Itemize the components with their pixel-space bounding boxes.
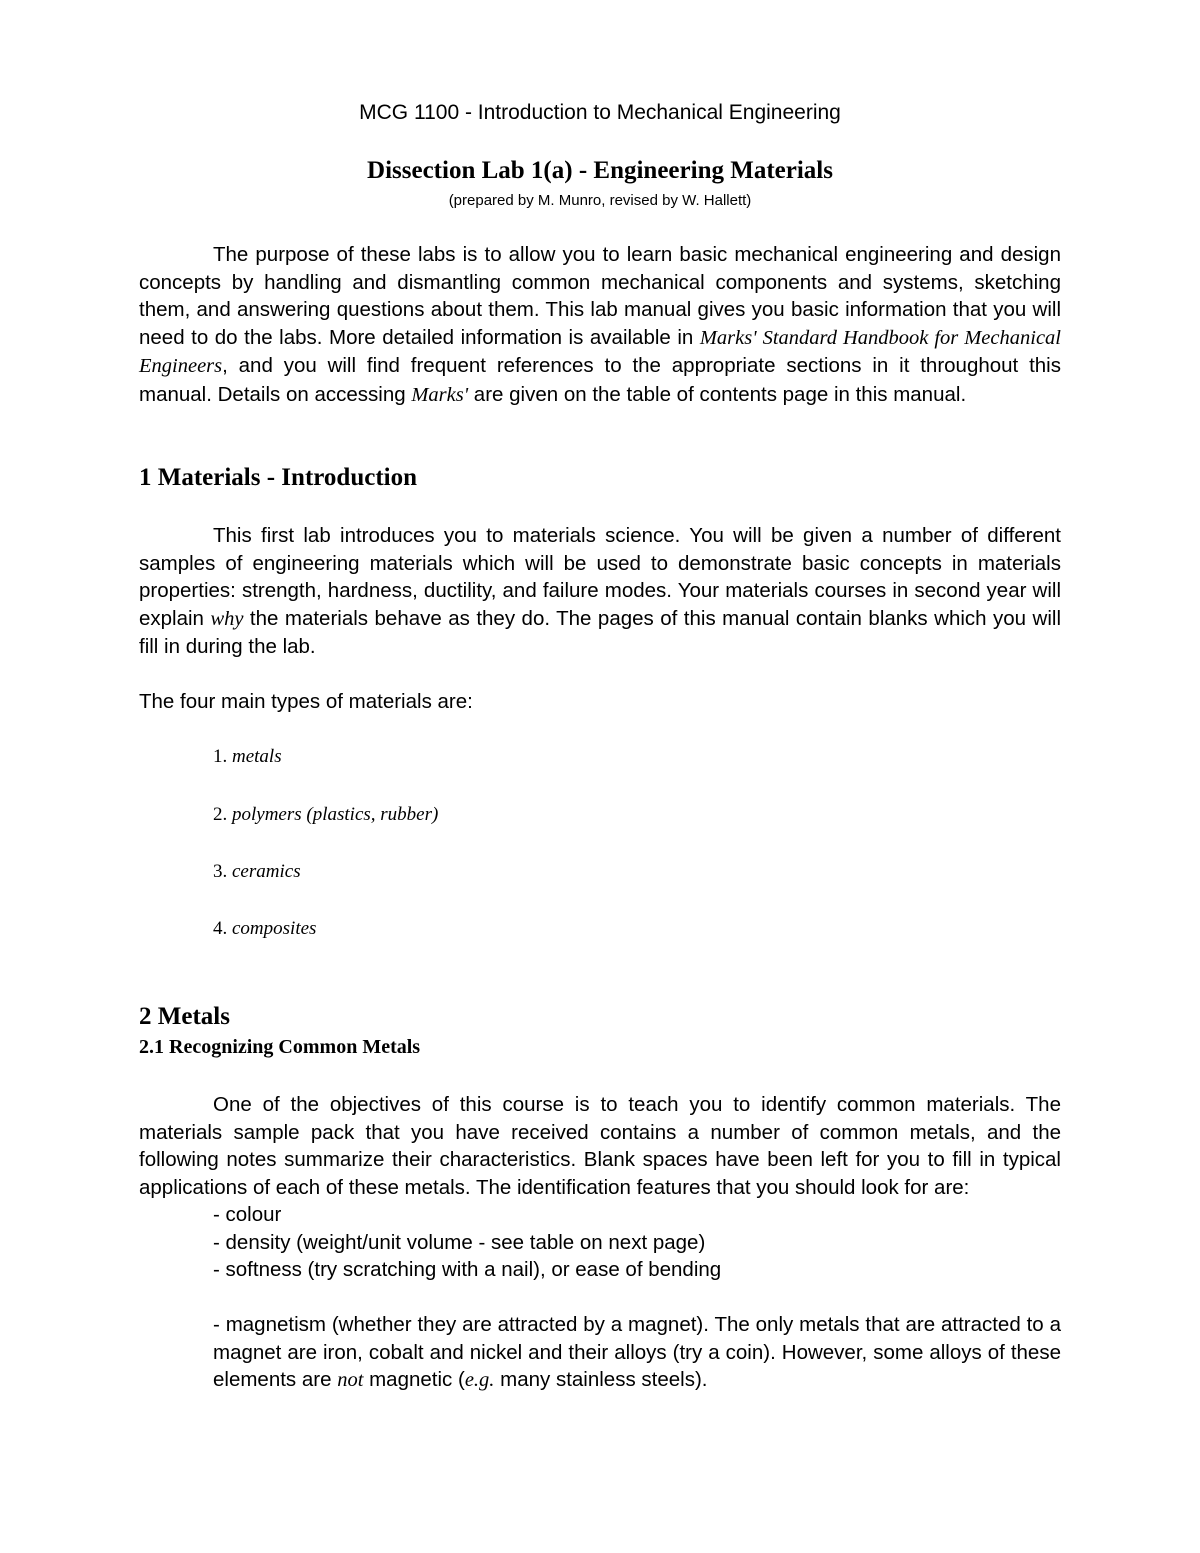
intro-paragraph: The purpose of these labs is to allow you to learn basic mechanical engineering and design concepts by handling and dismantling common mechanical components and systems, sketching them, and answering questions about them. This lab manual gives you basic information that you will need to do the labs. More detailed information is available in Marks' Standard Handbook for Mechanical Engineers, and you will find frequent references to the appropriate sections in it throughout this manual. Details on accessing Marks' are given on the table of contents page in this manual. [139,243,1061,406]
section-heading-materials: 1 Materials - Introduction [139,464,417,491]
material-types-lead: The four main types of materials are: [139,690,473,713]
feature-density: - density (weight/unit volume - see table on next page) [213,1230,706,1254]
metals-paragraph: One of the objectives of this course is to teach you to identify common materials. The materials sample pack that you have received contains a number of common metals, and the following notes summarize their characteristics. Blank spaces have been left for you to fill in typical applications of each of these metals. The identification features that you should look for are: [139,1093,1061,1199]
feature-softness: - softness (try scratching with a nail), or ease of bending [213,1258,722,1281]
list-item: 4. composites [213,918,317,939]
list-item: 1. metals [213,746,282,767]
emphasis-not: not [337,1369,364,1391]
subsection-heading-recognizing-metals: 2.1 Recognizing Common Metals [139,1036,421,1058]
list-item: 2. polymers (plastics, rubber) [213,804,439,825]
marks-reference: Marks' [411,383,469,406]
marks-handbook-reference: Marks' Standard Handbook for Mechanical Engineers [139,326,1061,377]
lab-title: Dissection Lab 1(a) - Engineering Materials [367,157,833,184]
section-heading-metals: 2 Metals [139,1003,230,1030]
feature-magnetism: - magnetism (whether they are attracted by a magnet). The only metals that are attracted to a magnet are iron, cobalt and nickel and their alloys (try a coin). However, some alloys of these elements are not magnetic (e.g. many stainless steels). [213,1313,1061,1391]
emphasis-eg: e.g. [464,1369,495,1391]
emphasis-why: why [210,607,244,630]
identification-features [213,1201,1061,1284]
course-title: MCG 1100 - Introduction to Mechanical Engineering [359,101,841,124]
list-item: 3. ceramics [213,861,301,882]
materials-intro-paragraph: This first lab introduces you to materials science. You will be given a number of different samples of engineering materials which will be used to demonstrate basic concepts in materials properties: strength, hardness, ductility, and failure modes. Your materials courses in second year will explain why the materials behave as they do. The pages of this manual contain blanks which you will fill in during the lab. [139,524,1061,658]
feature-colour: - colour [213,1203,282,1226]
lab-credits: (prepared by M. Munro, revised by W. Hallett) [448,192,752,209]
